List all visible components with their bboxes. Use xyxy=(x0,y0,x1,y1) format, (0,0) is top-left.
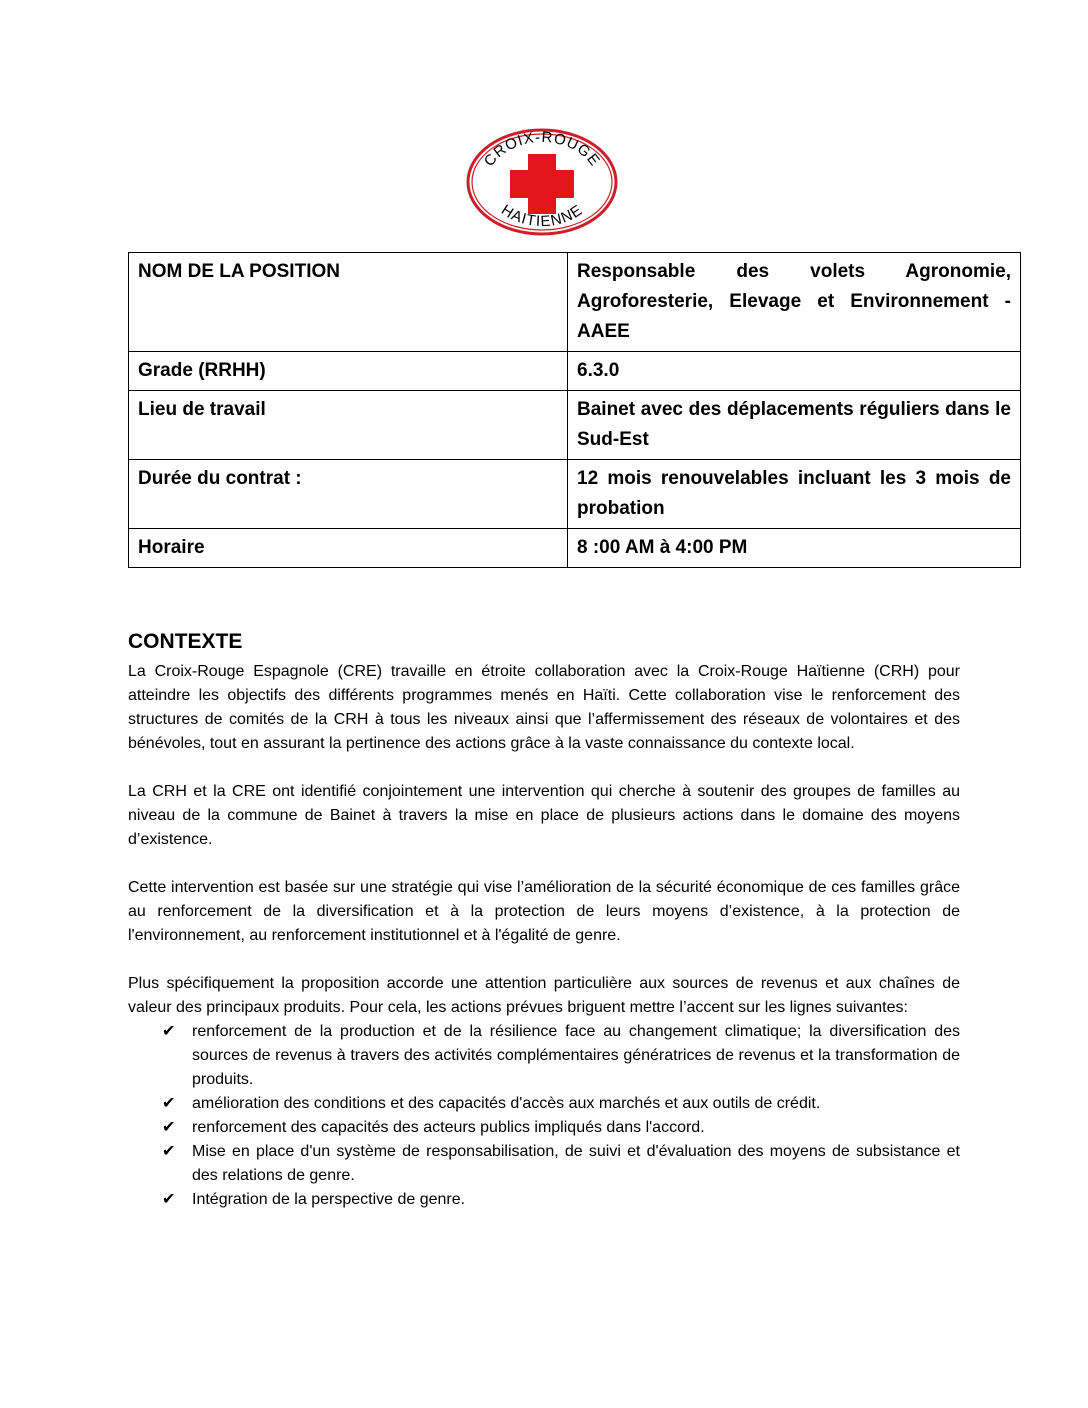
table-row xyxy=(129,460,1021,529)
list-item: ✔ renforcement des capacités des acteurs publics impliqués dans l'accord. xyxy=(162,1116,960,1140)
contexte-paragraph: Plus spécifiquement la proposition accorde une attention particulière aux sources de revenus et aux chaînes de valeur des principaux produits. Pour cela, les actions prévues briguent mettre l’accent sur les lignes suivantes: xyxy=(128,975,960,1016)
table-row xyxy=(129,529,1021,568)
list-item: ✔ amélioration des conditions et des capacités d'accès aux marchés et aux outils de crédit. xyxy=(162,1092,960,1116)
list-item: ✔ Intégration de la perspective de genre. xyxy=(162,1188,960,1212)
field-label: Durée du contrat : xyxy=(129,460,568,529)
field-value: 6.3.0 xyxy=(568,352,1021,391)
contexte-paragraph: La Croix-Rouge Espagnole (CRE) travaille en étroite collaboration avec la Croix-Rouge Haïtienne (CRH) pour atteindre les objectifs des différents programmes menés en Haïti. Cette collaboration vise le renforcement des structures de comités de la CRH à tous les niveaux ainsi que l’affermissement des réseaux de volontaires et des bénévoles, tout en assurant la pertinence des actions grâce à la vaste connaissance du contexte local. xyxy=(128,663,960,752)
field-value: 8 :00 AM à 4:00 PM xyxy=(568,529,1021,568)
field-value: Responsable des volets Agronomie, Agroforesterie, Elevage et Environnement - AAEE xyxy=(568,253,1021,352)
list-item: ✔ Mise en place d'un système de responsabilisation, de suivi et d'évaluation des moyens de subsistance et des relations de genre. xyxy=(162,1140,960,1188)
check-mark-icon: ✔ xyxy=(162,1143,176,1160)
check-mark-icon: ✔ xyxy=(162,1095,176,1112)
contexte-paragraph: La CRH et la CRE ont identifié conjointement une intervention qui cherche à soutenir des groupes de familles au niveau de la commune de Bainet à travers la mise en place de plusieurs actions dans le domaine des moyens d’existence. xyxy=(128,783,960,848)
croix-rouge-logo xyxy=(466,128,618,236)
field-label: Lieu de travail xyxy=(129,391,568,460)
contexte-paragraph: Cette intervention est basée sur une stratégie qui vise l’amélioration de la sécurité économique de ces familles grâce au renforcement de la diversification et à la protection de leurs moyens d’existence, à la protection de l'environnement, au renforcement institutionnel et à l'égalité de genre. xyxy=(128,879,960,944)
croix-rouge-emblem xyxy=(466,128,618,236)
field-value: 12 mois renouvelables incluant les 3 mois de probation xyxy=(568,460,1021,529)
field-label: Grade (RRHH) xyxy=(129,352,568,391)
check-mark-icon: ✔ xyxy=(162,1023,176,1040)
table-row xyxy=(129,352,1021,391)
logo-top-text: CROIX-ROUGE xyxy=(480,128,604,170)
action-lines-list xyxy=(128,1020,960,1212)
contexte-heading: CONTEXTE xyxy=(128,630,243,653)
logo-bottom-text: HAITIENNE xyxy=(498,201,586,231)
list-item: ✔ renforcement de la production et de la résilience face au changement climatique; la diversification des sources de revenus à travers des activités complémentaires génératrices de revenus et la transformation de produits. xyxy=(162,1020,960,1092)
contexte-body xyxy=(128,660,960,1212)
check-mark-icon: ✔ xyxy=(162,1191,176,1208)
field-label: NOM DE LA POSITION xyxy=(129,253,568,352)
red-cross-icon xyxy=(510,154,574,214)
field-label: Horaire xyxy=(129,529,568,568)
position-info-table xyxy=(128,252,1021,568)
table-row xyxy=(129,391,1021,460)
table-row xyxy=(129,253,1021,352)
field-value: Bainet avec des déplacements réguliers dans le Sud-Est xyxy=(568,391,1021,460)
check-mark-icon: ✔ xyxy=(162,1119,176,1136)
